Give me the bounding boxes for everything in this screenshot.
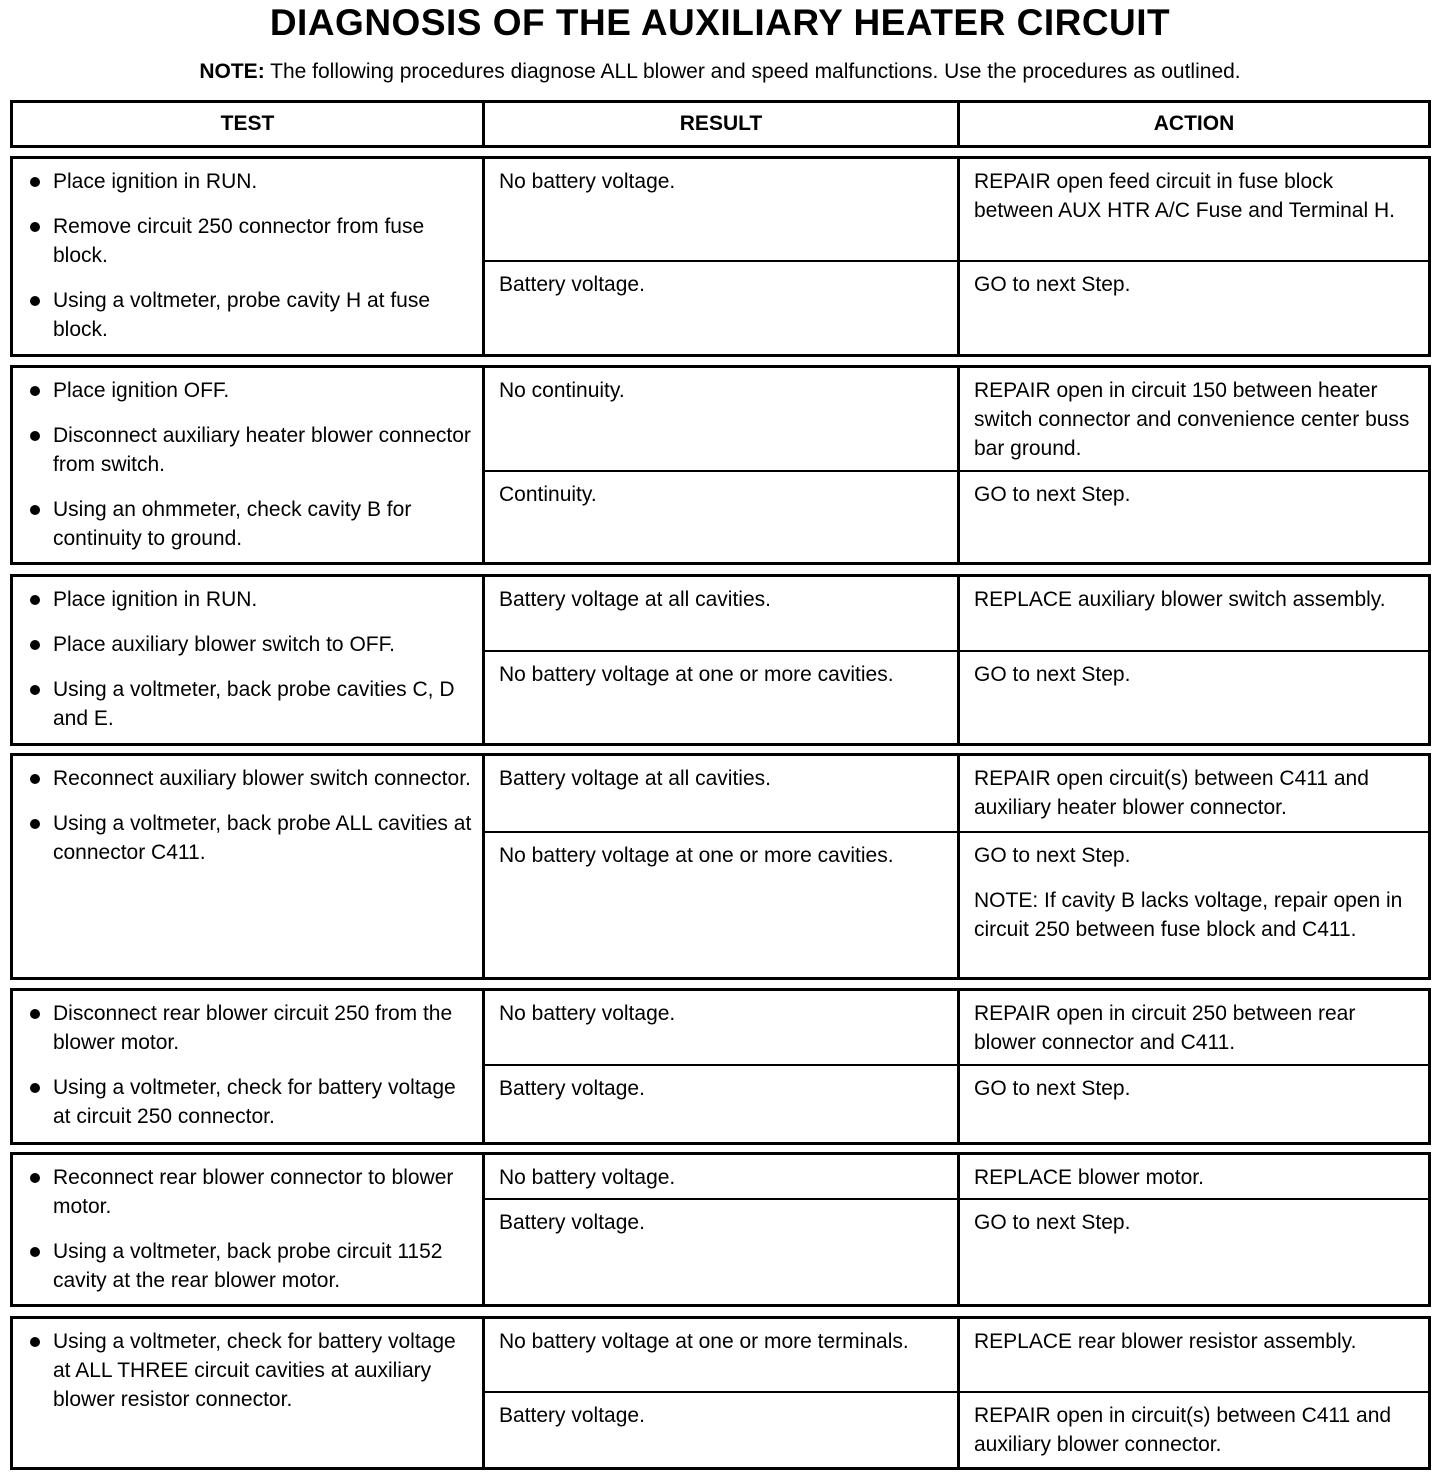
- test-item: [27, 585, 476, 614]
- action-text: GO to next Step.: [974, 483, 1131, 506]
- result-action-group: [485, 577, 1428, 743]
- result-cell: Battery voltage at all cavities.: [485, 756, 960, 831]
- test-item: [27, 1073, 476, 1131]
- test-text: Remove circuit 250 connector from fuse block.: [53, 215, 425, 267]
- action-cell: [960, 368, 1428, 470]
- test-item: [27, 1327, 476, 1414]
- action-cell: [960, 262, 1428, 354]
- action-text: GO to next Step.: [974, 844, 1131, 867]
- test-item: [27, 764, 476, 793]
- step-block: [10, 1316, 1431, 1470]
- test-text: Using an ohmmeter, check cavity B for continuity to ground.: [53, 498, 412, 550]
- test-text: Place ignition OFF.: [53, 379, 230, 402]
- test-item: [27, 495, 476, 553]
- bullet-icon: [27, 675, 53, 733]
- result-cell: No battery voltage at one or more terminals.: [485, 1319, 960, 1391]
- test-text: Place auxiliary blower switch to OFF.: [53, 633, 395, 656]
- header-test: TEST: [13, 103, 485, 145]
- test-text: Using a voltmeter, check for battery voltage at ALL THREE circuit cavities at auxiliary blower resistor connector.: [53, 1330, 456, 1411]
- test-text: Using a voltmeter, back probe circuit 1152 cavity at the rear blower motor.: [53, 1240, 443, 1292]
- note-label: NOTE:: [199, 60, 265, 83]
- result-action-row: [485, 368, 1428, 470]
- result-action-group: [485, 1319, 1428, 1467]
- action-text: GO to next Step.: [974, 273, 1131, 296]
- result-action-row: [485, 991, 1428, 1064]
- table-header: [10, 100, 1431, 148]
- result-action-row: [485, 577, 1428, 650]
- test-item: [27, 286, 476, 344]
- test-text: Using a voltmeter, probe cavity H at fuse block.: [53, 289, 431, 341]
- action-text: REPAIR open feed circuit in fuse block between AUX HTR A/C Fuse and Terminal H.: [974, 170, 1395, 222]
- result-action-row: [485, 1391, 1428, 1467]
- action-cell: [960, 1393, 1428, 1467]
- test-cell: [13, 1155, 485, 1304]
- step-block: [10, 1152, 1431, 1307]
- test-cell: [13, 991, 485, 1142]
- result-action-row: [485, 650, 1428, 743]
- bullet-icon: [27, 286, 53, 344]
- header-result: RESULT: [485, 103, 960, 145]
- result-cell: Battery voltage.: [485, 1200, 960, 1304]
- page-title: DIAGNOSIS OF THE AUXILIARY HEATER CIRCUIT: [269, 2, 1171, 43]
- step-block: [10, 156, 1431, 357]
- test-text: Disconnect rear blower circuit 250 from the blower motor.: [53, 1002, 453, 1054]
- test-item: [27, 421, 476, 479]
- result-action-row: [485, 1155, 1428, 1198]
- result-action-row: [485, 260, 1428, 354]
- action-text: REPLACE rear blower resistor assembly.: [974, 1330, 1357, 1353]
- action-text: REPAIR open in circuit 150 between heater switch connector and convenience center buss bar ground.: [974, 379, 1410, 460]
- action-cell: [960, 1155, 1428, 1198]
- action-text: GO to next Step.: [974, 1077, 1131, 1100]
- action-cell: [960, 991, 1428, 1064]
- test-cell: [13, 368, 485, 562]
- action-text: REPLACE blower motor.: [974, 1166, 1204, 1189]
- result-action-group: [485, 368, 1428, 562]
- action-cell: [960, 159, 1428, 260]
- step-block: [10, 753, 1431, 980]
- bullet-icon: [27, 585, 53, 614]
- action-cell: [960, 652, 1428, 743]
- result-action-row: [485, 1064, 1428, 1142]
- result-cell: No battery voltage.: [485, 1155, 960, 1198]
- bullet-icon: [27, 376, 53, 405]
- action-text: NOTE: If cavity B lacks voltage, repair open in circuit 250 between fuse block and C411.: [974, 889, 1403, 941]
- result-cell: Battery voltage.: [485, 1066, 960, 1142]
- result-cell: No battery voltage.: [485, 159, 960, 260]
- test-text: Place ignition in RUN.: [53, 588, 258, 611]
- test-cell: [13, 577, 485, 743]
- test-item: [27, 376, 476, 405]
- action-cell: [960, 1200, 1428, 1304]
- test-text: Place ignition in RUN.: [53, 170, 258, 193]
- test-item: [27, 167, 476, 196]
- test-text: Reconnect rear blower connector to blower motor.: [53, 1166, 454, 1218]
- result-cell: No battery voltage at one or more cavities.: [485, 833, 960, 977]
- bullet-icon: [27, 764, 53, 793]
- test-text: Using a voltmeter, back probe ALL cavities at connector C411.: [53, 812, 472, 864]
- bullet-icon: [27, 1237, 53, 1295]
- bullet-icon: [27, 495, 53, 553]
- result-cell: Battery voltage at all cavities.: [485, 577, 960, 650]
- action-cell: [960, 833, 1428, 977]
- result-action-group: [485, 1155, 1428, 1304]
- action-text: REPAIR open circuit(s) between C411 and auxiliary heater blower connector.: [974, 767, 1369, 819]
- note-text: The following procedures diagnose ALL blower and speed malfunctions. Use the procedures as outlined.: [264, 60, 1241, 83]
- result-action-row: [485, 159, 1428, 260]
- result-cell: No battery voltage.: [485, 991, 960, 1064]
- test-item: [27, 630, 476, 659]
- result-action-row: [485, 470, 1428, 562]
- result-action-group: [485, 756, 1428, 977]
- test-cell: [13, 159, 485, 354]
- intro-note: [0, 60, 1440, 84]
- action-cell: [960, 1319, 1428, 1391]
- bullet-icon: [27, 212, 53, 270]
- bullet-icon: [27, 1327, 53, 1414]
- result-cell: Battery voltage.: [485, 262, 960, 354]
- result-action-group: [485, 991, 1428, 1142]
- bullet-icon: [27, 167, 53, 196]
- test-item: [27, 1163, 476, 1221]
- action-cell: [960, 472, 1428, 562]
- test-text: Disconnect auxiliary heater blower connector from switch.: [53, 424, 471, 476]
- step-block: [10, 988, 1431, 1145]
- test-item: [27, 212, 476, 270]
- result-cell: Battery voltage.: [485, 1393, 960, 1467]
- result-action-row: [485, 756, 1428, 831]
- action-cell: [960, 577, 1428, 650]
- test-text: Using a voltmeter, back probe cavities C, D and E.: [53, 678, 455, 730]
- result-action-row: [485, 1319, 1428, 1391]
- action-text: GO to next Step.: [974, 1211, 1131, 1234]
- bullet-icon: [27, 809, 53, 867]
- step-block: [10, 574, 1431, 746]
- action-cell: [960, 756, 1428, 831]
- action-text: REPAIR open in circuit 250 between rear blower connector and C411.: [974, 1002, 1356, 1054]
- bullet-icon: [27, 1163, 53, 1221]
- test-text: Reconnect auxiliary blower switch connector.: [53, 767, 471, 790]
- result-cell: No battery voltage at one or more cavities.: [485, 652, 960, 743]
- action-text: REPLACE auxiliary blower switch assembly.: [974, 588, 1386, 611]
- test-item: [27, 675, 476, 733]
- result-action-group: [485, 159, 1428, 354]
- bullet-icon: [27, 999, 53, 1057]
- result-cell: No continuity.: [485, 368, 960, 470]
- bullet-icon: [27, 1073, 53, 1131]
- test-item: [27, 1237, 476, 1295]
- step-block: [10, 365, 1431, 565]
- test-text: Using a voltmeter, check for battery voltage at circuit 250 connector.: [53, 1076, 456, 1128]
- test-item: [27, 999, 476, 1057]
- bullet-icon: [27, 630, 53, 659]
- action-text: REPAIR open in circuit(s) between C411 and auxiliary blower connector.: [974, 1404, 1392, 1456]
- result-action-row: [485, 831, 1428, 977]
- result-cell: Continuity.: [485, 472, 960, 562]
- test-cell: [13, 1319, 485, 1467]
- result-action-row: [485, 1198, 1428, 1304]
- header-action: ACTION: [1153, 112, 1235, 135]
- test-cell: [13, 756, 485, 977]
- test-item: [27, 809, 476, 867]
- bullet-icon: [27, 421, 53, 479]
- action-cell: [960, 1066, 1428, 1142]
- action-text: GO to next Step.: [974, 663, 1131, 686]
